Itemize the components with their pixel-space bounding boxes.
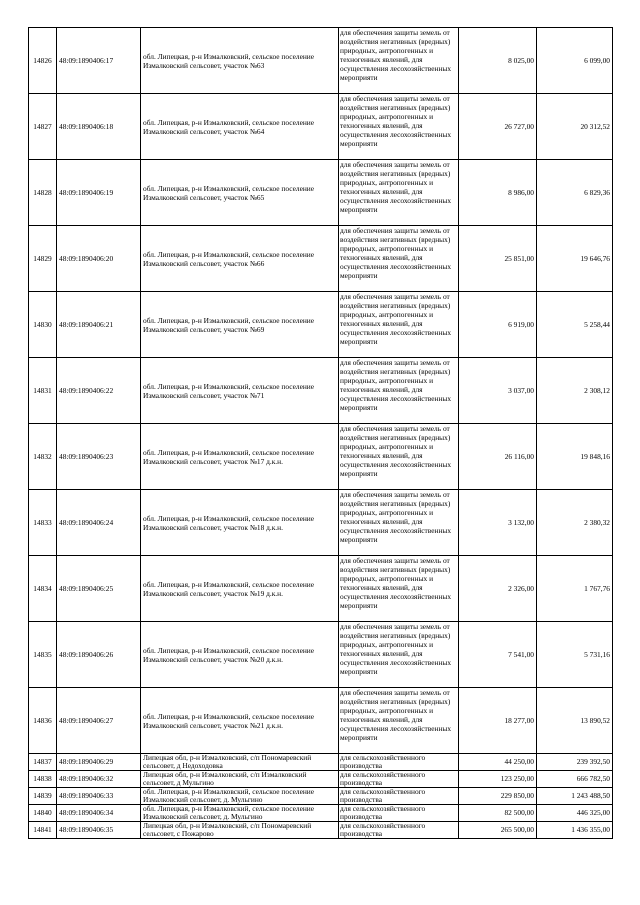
area-cell: 8 025,00 [459, 28, 537, 94]
permitted-use-cell: для обеспечения защиты земель от воздействия негативных (вредных) природных, антропогенных и техногенных явлений, для осуществления лесохозяйственных мероприяти [339, 490, 459, 556]
permitted-use-cell: для обеспечения защиты земель от воздействия негативных (вредных) природных, антропогенных и техногенных явлений, для осуществления лесохозяйственных мероприяти [339, 622, 459, 688]
table-row [29, 292, 613, 358]
cadastral-value-cell: 6 099,00 [537, 28, 613, 94]
permitted-use-cell: для обеспечения защиты земель от воздействия негативных (вредных) природных, антропогенных и техногенных явлений, для осуществления лесохозяйственных мероприяти [339, 358, 459, 424]
row-number: 14838 [29, 771, 57, 788]
cadastral-number: 48:09:1890406:20 [57, 226, 141, 292]
row-number: 14832 [29, 424, 57, 490]
table-body [29, 28, 613, 839]
cadastral-number: 48:09:1890406:35 [57, 822, 141, 839]
cadastral-value-cell: 1 436 355,00 [537, 822, 613, 839]
row-number: 14835 [29, 622, 57, 688]
permitted-use-cell: для обеспечения защиты земель от воздействия негативных (вредных) природных, антропогенных и техногенных явлений, для осуществления лесохозяйственных мероприяти [339, 160, 459, 226]
table-row [29, 358, 613, 424]
table-row [29, 805, 613, 822]
area-cell: 26 727,00 [459, 94, 537, 160]
address-cell: обл. Липецкая, р-н Измалковский, сельское поселение Измалковский сельсовет, д. Мульгино [141, 788, 339, 805]
cadastral-value-cell: 2 308,12 [537, 358, 613, 424]
table-row [29, 822, 613, 839]
table-row [29, 160, 613, 226]
table-row [29, 622, 613, 688]
address-cell: обл. Липецкая, р-н Измалковский, сельское поселение Измалковский сельсовет, участок №64 [141, 94, 339, 160]
area-cell: 229 850,00 [459, 788, 537, 805]
cadastral-number: 48:09:1890406:27 [57, 688, 141, 754]
address-cell: обл. Липецкая, р-н Измалковский, сельское поселение Измалковский сельсовет, участок №20 д.к.н. [141, 622, 339, 688]
permitted-use-cell: для обеспечения защиты земель от воздействия негативных (вредных) природных, антропогенных и техногенных явлений, для осуществления лесохозяйственных мероприяти [339, 28, 459, 94]
table-row [29, 28, 613, 94]
cadastral-number: 48:09:1890406:33 [57, 788, 141, 805]
permitted-use-cell: для обеспечения защиты земель от воздействия негативных (вредных) природных, антропогенных и техногенных явлений, для осуществления лесохозяйственных мероприяти [339, 226, 459, 292]
cadastral-value-cell: 1 767,76 [537, 556, 613, 622]
table-row [29, 226, 613, 292]
cadastral-number: 48:09:1890406:26 [57, 622, 141, 688]
row-number: 14833 [29, 490, 57, 556]
permitted-use-cell: для сельскохозяйственного производства [339, 805, 459, 822]
table-row [29, 754, 613, 771]
area-cell: 3 037,00 [459, 358, 537, 424]
address-cell: обл. Липецкая, р-н Измалковский, сельское поселение Измалковский сельсовет, участок №63 [141, 28, 339, 94]
permitted-use-cell: для обеспечения защиты земель от воздействия негативных (вредных) природных, антропогенных и техногенных явлений, для осуществления лесохозяйственных мероприяти [339, 424, 459, 490]
address-cell: обл. Липецкая, р-н Измалковский, сельское поселение Измалковский сельсовет, участок №17 д.к.н. [141, 424, 339, 490]
area-cell: 8 986,00 [459, 160, 537, 226]
cadastral-value-cell: 666 782,50 [537, 771, 613, 788]
cadastral-value-cell: 19 646,76 [537, 226, 613, 292]
row-number: 14837 [29, 754, 57, 771]
cadastral-number: 48:09:1890406:32 [57, 771, 141, 788]
row-number: 14836 [29, 688, 57, 754]
table-row [29, 788, 613, 805]
table-row [29, 771, 613, 788]
permitted-use-cell: для обеспечения защиты земель от воздействия негативных (вредных) природных, антропогенных и техногенных явлений, для осуществления лесохозяйственных мероприяти [339, 556, 459, 622]
permitted-use-cell: для обеспечения защиты земель от воздействия негативных (вредных) природных, антропогенных и техногенных явлений, для осуществления лесохозяйственных мероприяти [339, 94, 459, 160]
cadastral-number: 48:09:1890406:34 [57, 805, 141, 822]
row-number: 14828 [29, 160, 57, 226]
table-row [29, 688, 613, 754]
address-cell: обл. Липецкая, р-н Измалковский, сельское поселение Измалковский сельсовет, д. Мульгино [141, 805, 339, 822]
cadastral-value-cell: 20 312,52 [537, 94, 613, 160]
cadastral-number: 48:09:1890406:22 [57, 358, 141, 424]
row-number: 14830 [29, 292, 57, 358]
address-cell: обл. Липецкая, р-н Измалковский, сельское поселение Измалковский сельсовет, участок №71 [141, 358, 339, 424]
area-cell: 18 277,00 [459, 688, 537, 754]
cadastral-value-cell: 5 731,16 [537, 622, 613, 688]
cadastral-value-cell: 19 848,16 [537, 424, 613, 490]
address-cell: обл. Липецкая, р-н Измалковский, сельское поселение Измалковский сельсовет, участок №66 [141, 226, 339, 292]
address-cell: обл. Липецкая, р-н Измалковский, сельское поселение Измалковский сельсовет, участок №18 д.к.н. [141, 490, 339, 556]
cadastral-number: 48:09:1890406:18 [57, 94, 141, 160]
area-cell: 25 851,00 [459, 226, 537, 292]
row-number: 14841 [29, 822, 57, 839]
permitted-use-cell: для сельскохозяйственного производства [339, 771, 459, 788]
address-cell: обл. Липецкая, р-н Измалковский, сельское поселение Измалковский сельсовет, участок №69 [141, 292, 339, 358]
permitted-use-cell: для сельскохозяйственного производства [339, 788, 459, 805]
address-cell: обл. Липецкая, р-н Измалковский, сельское поселение Измалковский сельсовет, участок №21 д.к.н. [141, 688, 339, 754]
area-cell: 123 250,00 [459, 771, 537, 788]
cadastral-value-cell: 2 380,32 [537, 490, 613, 556]
land-plots-table [28, 27, 613, 839]
row-number: 14829 [29, 226, 57, 292]
address-cell: Липецкая обл, р-н Измалковский, с/п Измалковский сельсовет, д Мульгино [141, 771, 339, 788]
cadastral-value-cell: 6 829,36 [537, 160, 613, 226]
cadastral-number: 48:09:1890406:29 [57, 754, 141, 771]
cadastral-value-cell: 1 243 488,50 [537, 788, 613, 805]
cadastral-number: 48:09:1890406:19 [57, 160, 141, 226]
cadastral-number: 48:09:1890406:17 [57, 28, 141, 94]
cadastral-number: 48:09:1890406:24 [57, 490, 141, 556]
cadastral-value-cell: 239 392,50 [537, 754, 613, 771]
row-number: 14827 [29, 94, 57, 160]
address-cell: обл. Липецкая, р-н Измалковский, сельское поселение Измалковский сельсовет, участок №65 [141, 160, 339, 226]
cadastral-number: 48:09:1890406:23 [57, 424, 141, 490]
table-row [29, 556, 613, 622]
cadastral-number: 48:09:1890406:21 [57, 292, 141, 358]
row-number: 14831 [29, 358, 57, 424]
area-cell: 6 919,00 [459, 292, 537, 358]
cadastral-value-cell: 5 258,44 [537, 292, 613, 358]
row-number: 14839 [29, 788, 57, 805]
cadastral-value-cell: 13 890,52 [537, 688, 613, 754]
address-cell: Липецкая обл, р-н Измалковский, с/п Пономаревский сельсовет, д Недоходовка [141, 754, 339, 771]
area-cell: 44 250,00 [459, 754, 537, 771]
area-cell: 26 116,00 [459, 424, 537, 490]
permitted-use-cell: для сельскохозяйственного производства [339, 754, 459, 771]
area-cell: 2 326,00 [459, 556, 537, 622]
area-cell: 265 500,00 [459, 822, 537, 839]
address-cell: обл. Липецкая, р-н Измалковский, сельское поселение Измалковский сельсовет, участок №19 д.к.н. [141, 556, 339, 622]
row-number: 14840 [29, 805, 57, 822]
area-cell: 7 541,00 [459, 622, 537, 688]
cadastral-value-cell: 446 325,00 [537, 805, 613, 822]
area-cell: 3 132,00 [459, 490, 537, 556]
permitted-use-cell: для сельскохозяйственного производства [339, 822, 459, 839]
permitted-use-cell: для обеспечения защиты земель от воздействия негативных (вредных) природных, антропогенных и техногенных явлений, для осуществления лесохозяйственных мероприяти [339, 292, 459, 358]
row-number: 14834 [29, 556, 57, 622]
permitted-use-cell: для обеспечения защиты земель от воздействия негативных (вредных) природных, антропогенных и техногенных явлений, для осуществления лесохозяйственных мероприяти [339, 688, 459, 754]
area-cell: 82 500,00 [459, 805, 537, 822]
table-row [29, 94, 613, 160]
address-cell: Липецкая обл, р-н Измалковский, с/п Пономаревский сельсовет, с Пожарово [141, 822, 339, 839]
row-number: 14826 [29, 28, 57, 94]
cadastral-number: 48:09:1890406:25 [57, 556, 141, 622]
table-row [29, 490, 613, 556]
table-row [29, 424, 613, 490]
